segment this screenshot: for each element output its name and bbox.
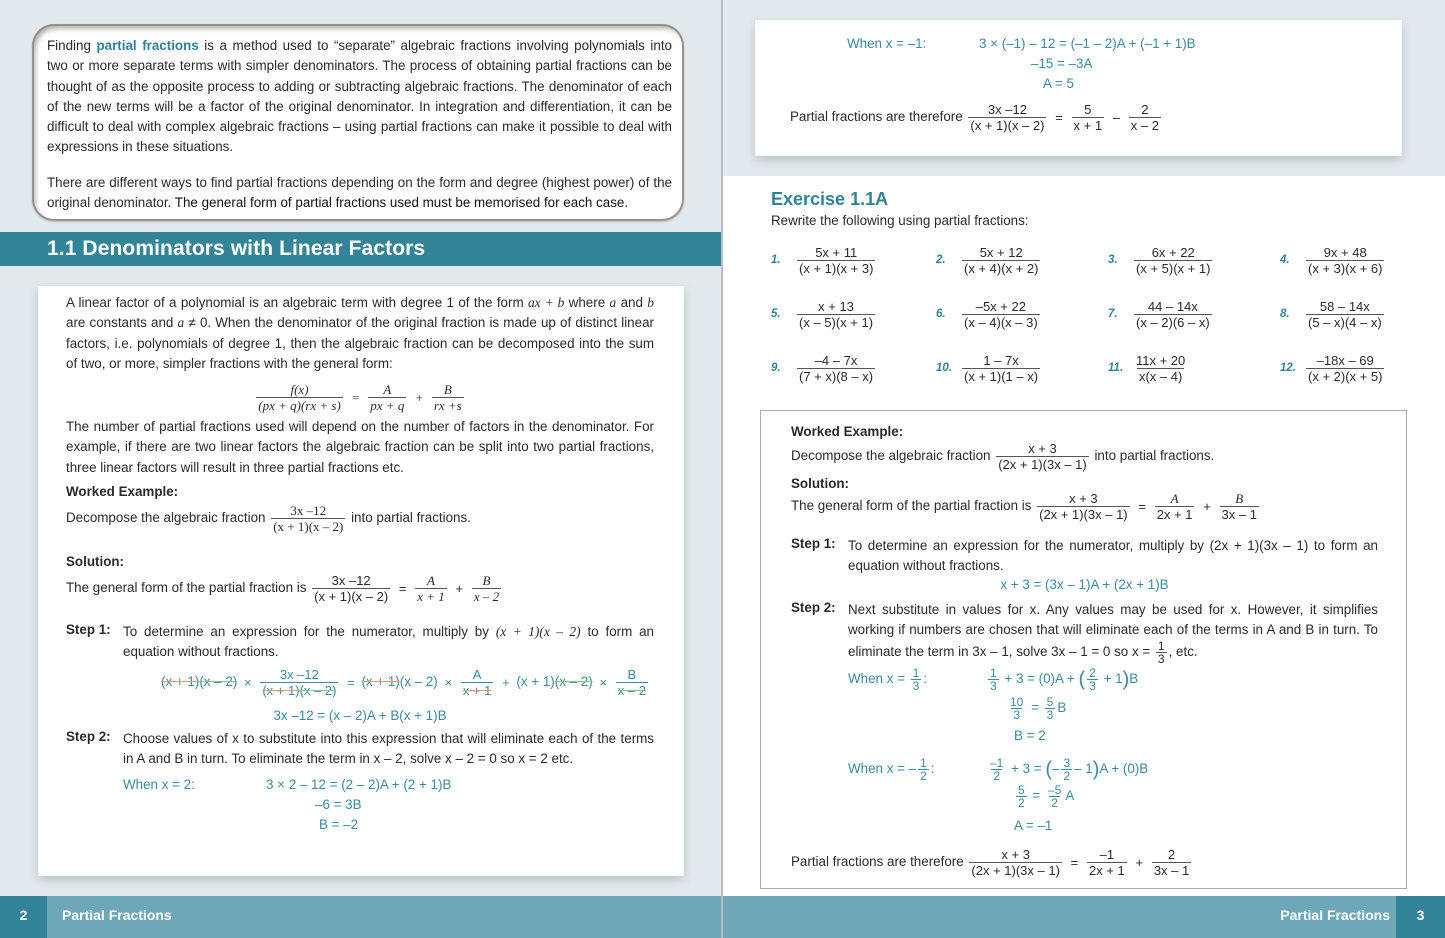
exercise-item [936,352,1108,384]
exercise-number: 2. [936,254,946,266]
step-1: Step 1: To determine an expression for the numerator, multiply by (2x + 1)(3x – 1) to form an equation without fractions. [791,536,1378,574]
exercise-fraction: $\frac{-5x + 22}{(x - 4)(x - 3)}$ [964,298,1038,330]
exercise-fraction: $\frac{44 - 14x}{(x - 2)(6 - x)}$ [1136,298,1210,330]
footer-right [723,896,1445,938]
solution-heading: Solution: [66,554,125,570]
exercise-fraction: $\frac{1 - 7x}{(x + 1)(1 - x)}$ [964,352,1039,384]
continued-solution-card [755,20,1402,156]
linear-factor-paragraph: A linear factor of a polynomial is an algebraic term with degree 1 of the form ax + b where a and b are constants and a ≠ 0. When the denominator of the original fraction is made up of distinct linear factors, i.e. polynomials of degree 1, then the algebraic fraction can be decomposed into the sum of two, or more, simpler fractions with the general form: [66,295,654,371]
exercise-number: 6. [936,308,946,320]
exercise-fraction: $\frac{5x + 12}{(x + 4)(x + 2)}$ [964,244,1039,276]
general-form-statement: The general form of the partial fraction is $\frac{3x -12}{(x + 1)(x - 2)}$ = $\frac{A}{x + 1}$ + $\frac{B}{x - 2}$ [66,573,500,605]
exercise-item [936,244,1108,276]
exercise-item [1108,352,1280,384]
step-1-result: 3x –12 = (x – 2)A + B(x + 1)B [273,707,447,723]
step-2: Step 2: Next substitute in values for x. Any values may be used for x. However, it simplifies working if numbers are chosen that will eliminate each of the terms in A and B in turn. To eliminate the term in 3x – 1, solve 3x – 1 = 0 so x = $\frac{1}{3}$ , etc. [791,599,1378,667]
exercise-number: 10. [936,362,952,374]
decompose-statement: Decompose the algebraic fraction $\frac{x + 3}{(2x + 1)(3x - 1)}$ into partial fractions. [791,441,1215,472]
exercise-number: 3. [1108,254,1118,266]
exercise-item [1280,352,1411,384]
exercise-item [1280,298,1411,330]
worked-example-heading: Worked Example: [791,424,904,439]
exercise-fraction: $\frac{5x + 11}{(x + 1)(x + 3)}$ [799,244,874,276]
exercise-instruction: Rewrite the following using partial fractions: [771,213,1029,228]
footer-chapter-title: Partial Fractions [62,907,172,923]
step-1-equation: (x + 1)(x – 2) × $\frac{3x -12}{(x + 1)(x - 2)}$ = (x + 1)(x – 2) × $\frac{A}{x + 1}$ + (x + 1)(x – 2) × $\frac{B}{x - 2}$ [161,666,646,698]
footer-chapter-title: Partial Fractions [1280,907,1390,923]
exercise-item [771,352,936,384]
step-2: Step 2: Choose values of x to substitute into this expression that will eliminate each of the terms in A and B in turn. To eliminate the term in x – 2, solve x – 2 = 0 so x = 2 etc. [66,728,654,766]
footer-left [0,896,722,938]
step-1: Step 1: To determine an expression for the numerator, multiply by (x + 1)(x – 2) to form an equation without fractions. [66,622,654,660]
partial-fractions-result-1: Partial fractions are therefore $\frac{3x -12}{(x + 1)(x - 2)}$ = $\frac{5}{x + 1}$ – $\frac{2}{x - 2}$ [790,102,1159,133]
exercise-item [1108,298,1280,330]
page-number: 2 [0,896,47,938]
exercise-fraction: $\frac{-18x - 69}{(x + 2)(x + 5)}$ [1308,352,1383,384]
exercise-number: 1. [771,254,781,266]
exercise-number: 11. [1108,362,1124,374]
intro-paragraph-1: Finding partial fractions is a method used to “separate” algebraic fractions involving polynomials into two or more separate terms with simpler denominators. The process of obtaining partial fractions can be thought of as the opposite process to adding or subtracting algebraic fractions. The denominator of each of the new terms will be a factor of the original denominator. In integration and differentiation, it can be difficult to deal with complex algebraic fractions – using partial fractions can make it possible to deal with expressions in these situations. [47,38,673,155]
exercise-fraction: $\frac{6x + 22}{(x + 5)(x + 1)}$ [1136,244,1211,276]
substitution-x-equals-minus-1: When x = –1: 3 × (–1) – 12 = (–1 – 2)A + (–1 + 1)B –15 = –3A A = 5 [847,36,1196,91]
general-form-statement: The general form of the partial fraction is $\frac{x + 3}{(2x + 1)(3x - 1)}$ = $\frac{A}{2x + 1}$ + $\frac{B}{3x - 1}$ [791,491,1257,522]
worked-example-heading: Worked Example: [66,484,179,500]
partial-fractions-result-2: Partial fractions are therefore $\frac{x + 3}{(2x + 1)(3x - 1)}$ = $\frac{-1}{2x + 1}$ + $\frac{2}{3x - 1}$ [791,847,1190,879]
exercise-number: 8. [1280,308,1290,320]
page-number: 3 [1396,896,1445,938]
exercise-item [771,298,936,330]
substitution-x-equals-2: When x = 2: 3 × 2 – 12 = (2 – 2)A + (2 + 1)B –6 = 3B B = –2 [123,777,452,833]
exercise-item [1280,244,1411,276]
key-term: partial fractions [96,38,199,53]
exercise-fraction: $\frac{9x + 48}{(x + 3)(x + 6)}$ [1308,244,1383,276]
exercise-fraction: $\frac{-4 - 7x}{(7 + x)(8 - x)}$ [799,352,874,384]
exercise-fraction: $\frac{11x + 20}{x(x - 4)}$ [1136,352,1186,384]
exercise-number: 5. [771,308,781,320]
exercise-number: 9. [771,362,781,374]
worked-example-box [760,410,1407,889]
general-form-equation: $\frac{f(x)}{(px + q)(rx + s)}$ = $\frac{A}{px + q}$ + $\frac{B}{rx +s}$ [258,382,462,414]
exercise-item [936,298,1108,330]
exercise-item [1108,244,1280,276]
number-of-fractions-paragraph: The number of partial fractions used will depend on the number of factors in the denominator. For example, if there are two linear factors the algebraic fraction can be split into two partial fractions, three linear factors will result in three partial fractions etc. [66,419,654,475]
content-card [38,286,684,876]
intro-box [32,24,684,221]
exercise-item [771,244,936,276]
step-1-result: x + 3 = (3x – 1)A + (2x + 1)B [1000,576,1169,592]
decompose-statement: Decompose the algebraic fraction $\frac{3x -12}{(x + 1)(x - 2)}$ into partial fractions. [66,503,471,535]
exercise-title: Exercise 1.1A [771,189,889,209]
exercise-number: 4. [1280,254,1290,266]
exercise-number: 7. [1108,308,1118,320]
exercise-grid [771,244,1411,384]
solution-heading: Solution: [791,476,850,491]
right-page [723,0,1445,938]
page-spine [721,0,723,938]
exercise-number: 12. [1280,362,1296,374]
substitution-x-equals-one-third: When x = $\frac{1}{3}$ : $\frac{1}{3}$ + 3 = (0)A + ( $\frac{2}{3}$ + 1)B $\frac{10}{3}$ = $\frac{5}{3}$ B B = 2 [848,666,1139,744]
intro-paragraph-2: There are different ways to find partial fractions depending on the form and degree (highest power) of the original denominator. The general form of partial fractions used must be memorised for each case. [47,174,672,211]
section-title: 1.1 Denominators with Linear Factors [0,232,722,266]
left-page [0,0,722,938]
exercise-fraction: $\frac{x + 13}{(x - 5)(x + 1)}$ [799,298,874,330]
substitution-x-equals-minus-one-half: When x = – $\frac{1}{2}$ : $\frac{-1}{2}$ + 3 = (– $\frac{3}{2}$ – 1)A + (0)B $\frac{5}{2}$ = $\frac{-5}{2}$ A A = –1 [848,756,1149,834]
exercise-fraction: $\frac{58 - 14x}{(5 - x)(4 - x)}$ [1308,298,1382,330]
